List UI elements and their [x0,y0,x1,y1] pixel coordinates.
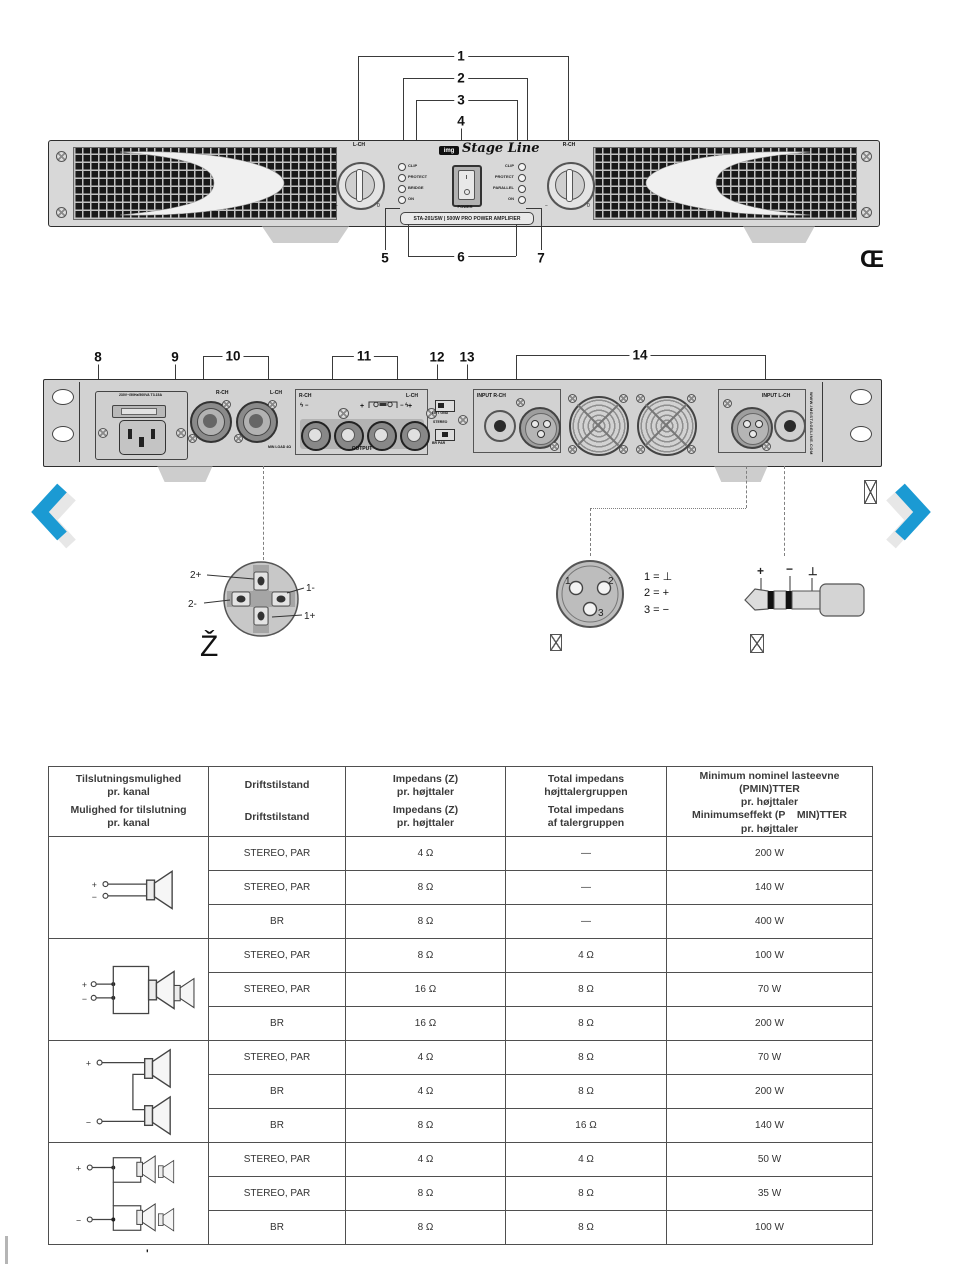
ce-mark: Œ [860,246,884,273]
clip-led-label: CLIP [504,163,514,168]
grille-swoosh [594,148,856,219]
model-label: STA-201/SW | 500W PRO POWER AMPLIFIER [400,212,534,225]
screw-icon [188,434,197,443]
table-cell: 8 Ω [505,1074,666,1108]
bridge-led-label: BRIDGE [408,185,424,190]
header-text: Total impedans af talergruppen [547,804,625,830]
jack-minus-label: − [786,562,794,576]
amp-foot [155,466,215,482]
table-cell: 70 W [666,1040,872,1074]
clip-led [398,163,406,171]
callout-line [526,208,541,209]
mains-rating-label: 230V~/50Hz/500VA T3.15A [118,393,163,397]
page-edge-artifact [5,1236,8,1264]
speakon-r-label: R-CH [216,390,229,396]
callout-5: 5 [378,251,392,266]
speakon-2minus-label: 2- [188,599,197,610]
mode-switch[interactable] [435,429,455,441]
output-plus-right: + [408,403,413,410]
col-header-mode [208,767,345,836]
table-cell: 4 Ω [345,1074,505,1108]
screw-icon [56,151,67,162]
screw-icon [619,445,628,454]
table-cell: 200 W [666,1074,872,1108]
callout-line [408,224,409,256]
screw-icon [516,398,525,407]
table-cell: 8 Ω [345,870,505,904]
parallel-led-label: PARALLEL [492,185,514,190]
minus-terminal: − [81,993,88,1004]
table-cell: 16 Ω [345,972,505,1006]
clip-led [518,163,526,171]
missing-glyph-box [864,480,877,504]
callout-8: 8 [91,350,105,365]
speakon-1plus-label: 1+ [304,611,316,622]
right-vent-grille [593,147,857,220]
callout-10: 10 [222,349,243,364]
diagram-one-speaker [49,836,208,938]
col-header-total-impedance [505,767,666,836]
jack-plus-label: + [757,564,765,578]
table-cell: 8 Ω [345,904,505,938]
protect-led-label: PROTECT [408,174,428,179]
table-cell: 8 Ω [345,1210,505,1244]
next-page-button[interactable] [884,474,940,556]
table-cell: 8 Ω [345,1176,505,1210]
binding-post[interactable] [301,421,331,451]
xlr-legend-3: 3 = − [644,604,670,616]
table-cell: 4 Ω [345,836,505,870]
screw-icon [176,428,186,438]
binding-post[interactable] [400,421,430,451]
table-cell: BR [208,1210,345,1244]
knob-max-mark: 0 [587,203,590,209]
screw-icon [636,394,645,403]
callout-9: 9 [168,350,182,365]
leader-line [746,466,747,508]
table-cell: 8 Ω [505,972,666,1006]
on-led [518,196,526,204]
knob-min-mark: − [335,203,338,209]
screw-icon [56,207,67,218]
lift-gnd-label: LIFT GND [432,411,449,415]
panel-edge [79,382,80,462]
xlr-legend-2: 2 = + [644,587,670,599]
protect-led-label: PROTECT [494,174,514,179]
table-cell: — [505,836,666,870]
xlr-pin2-label: 2 [608,576,614,587]
table-cell: 8 Ω [345,938,505,972]
panel-edge [822,382,823,462]
table-cell: 16 Ω [505,1108,666,1142]
table-cell: STEREO, PAR [208,870,345,904]
jack-ground-label: ⊥ [808,566,818,578]
callout-12: 12 [426,350,447,365]
min-load-label: MIN LOAD 4Ω [268,445,292,449]
output-l-label: L-CH [406,393,418,399]
input-r-label: INPUT R-CH [477,393,506,399]
screw-icon [222,400,231,409]
screw-icon [234,434,243,443]
protect-led [398,174,406,182]
rack-hole [850,426,872,442]
table-cell: 8 Ω [505,1176,666,1210]
screw-icon [268,400,277,409]
on-led [398,196,406,204]
callout-3: 3 [454,93,468,108]
table-cell: 35 W [666,1176,872,1210]
screw-icon [338,408,349,419]
header-text: Tilslutningsmulighed pr. kanal [75,772,182,798]
header-text: Mulighed for tilslutning pr. kanal [70,804,187,830]
header-text: Minimumseffekt (P MIN)TTER pr. højttaler [692,809,847,835]
screw-icon [861,207,872,218]
table-cell: — [505,904,666,938]
callout-1: 1 [454,49,468,64]
table-cell: 140 W [666,1108,872,1142]
l-ch-label: L-CH [353,142,365,148]
prev-page-button[interactable] [22,474,78,556]
amp-foot [712,466,770,482]
screw-icon [861,151,872,162]
xlr-pin1-label: 1 [565,576,571,587]
header-text: Driftstilstand [244,779,310,792]
callout-line [385,208,386,250]
table-cell: STEREO, PAR [208,836,345,870]
missing-glyph-box [750,634,764,653]
power-switch[interactable] [452,165,482,207]
screw-icon [458,415,468,425]
callout-11: 11 [354,349,374,364]
screw-icon [687,394,696,403]
output-label: OUTPUT [351,446,373,452]
table-cell: 4 Ω [345,1142,505,1176]
amp-foot [740,226,818,243]
header-text: Minimum nominel lasteevne (PMIN)TTER pr. højttaler [699,770,840,809]
table-cell: 8 Ω [345,1108,505,1142]
left-vent-grille [73,147,337,220]
table-cell: 8 Ω [505,1040,666,1074]
header-text: Impedans (Z) pr. højttaler [392,772,459,798]
callout-line [568,56,569,144]
clip-led-label: CLIP [408,163,418,168]
diagram-four-speakers [49,1142,208,1244]
table-cell: STEREO, PAR [208,1176,345,1210]
minus-terminal: − [76,1214,82,1225]
speakon-marker: Ž [200,630,219,663]
knob-max-mark: 0 [377,203,380,209]
diagram-two-speakers-parallel [49,938,208,1040]
input-l-label: INPUT L-CH [762,393,791,399]
speakon-1minus-label: 1- [306,583,315,594]
rack-hole [850,389,872,405]
speakon-l-label: L-CH [270,390,282,396]
diagram-two-speakers-series [49,1040,208,1142]
plus-terminal: + [76,1162,82,1173]
on-led-label: ON [508,196,514,201]
power-on-mark: I [465,175,468,181]
table-cell: 8 Ω [505,1210,666,1244]
table-cell: 16 Ω [345,1006,505,1040]
screw-icon [98,428,108,438]
power-label: POWER [457,204,473,209]
front-panel [48,140,880,227]
table-cell: 400 W [666,904,872,938]
screw-icon [762,442,771,451]
table-cell: STEREO, PAR [208,1142,345,1176]
output-posts-section [295,389,428,455]
table-cell: 4 Ω [505,1142,666,1176]
table-cell: BR [208,1074,345,1108]
knob-min-mark: − [545,203,548,209]
speakon-2plus-label: 2+ [190,570,202,581]
callout-line [516,224,517,256]
col-header-impedance [345,767,505,836]
parallel-led [518,185,526,193]
mains-module [95,391,188,460]
table-cell: 200 W [666,1006,872,1040]
rack-hole [52,426,74,442]
leader-line [590,508,591,556]
power-off-mark [464,189,470,195]
leader-line [784,466,785,556]
screw-icon [723,399,732,408]
minus-terminal: − [85,1116,92,1127]
callout-7: 7 [534,251,548,266]
header-text: Total impedans højttalergruppen [544,772,628,798]
table-cell: — [505,870,666,904]
stereo-label: STEREO [433,420,448,424]
screw-icon [636,445,645,454]
table-cell: STEREO, PAR [208,972,345,1006]
table-cell: 100 W [666,938,872,972]
minus-terminal: − [91,891,97,902]
speaker-configuration-table [48,766,873,1245]
amp-foot [258,226,353,243]
table-cell: STEREO, PAR [208,938,345,972]
output-plus-left: + [360,403,365,410]
table-cell: BR [208,1006,345,1040]
table-cell: 100 W [666,1210,872,1244]
output-minus-left: ϟ − [300,403,309,409]
website-label: WWW.IMGSTAGELINE.COM [809,392,814,455]
jack-input-l[interactable] [774,410,806,442]
callout-13: 13 [456,350,477,365]
input-r-section [473,389,561,453]
screw-icon [568,394,577,403]
missing-glyph-box [550,634,562,651]
bridge-mode-mark [368,400,398,409]
xlr-legend-1: 1 = ⊥ [644,571,673,583]
mains-socket[interactable] [119,420,166,455]
stage-line-logo: Stage Line [462,141,540,156]
r-ch-label: R-CH [562,142,576,148]
screw-icon [568,445,577,454]
leader-line [590,508,746,509]
callout-line [385,208,400,209]
plus-terminal: + [81,979,88,990]
on-led-label: ON [408,196,414,201]
table-cell: 70 W [666,972,872,1006]
screw-icon [619,394,628,403]
col-header-connection [49,767,208,836]
header-text: Impedans (Z) pr. højttaler [392,804,459,830]
jack-pinout-diagram [740,560,870,630]
callout-4: 4 [454,114,468,129]
callout-2: 2 [454,71,468,86]
screw-icon [687,445,696,454]
plus-terminal: + [91,879,97,890]
table-cell: 50 W [666,1142,872,1176]
col-header-min-power [666,767,872,836]
plus-terminal: + [85,1058,92,1069]
rack-hole [52,389,74,405]
callout-line [541,208,542,250]
table-cell: BR [208,1108,345,1142]
img-brand-badge: img [439,146,459,155]
callout-14: 14 [629,348,650,363]
table-cell: 4 Ω [345,1040,505,1074]
br-par-label: BR PAR [432,441,446,445]
table-cell: 140 W [666,870,872,904]
fuse-holder[interactable] [112,405,166,418]
callout-6: 6 [454,250,468,265]
table-cell: BR [208,904,345,938]
input-l-section [718,389,806,453]
page-mark-artifact: ' [146,1248,149,1260]
table-cell: 4 Ω [505,938,666,972]
table-cell: 8 Ω [505,1006,666,1040]
output-r-label: R-CH [299,393,312,399]
bridge-led [398,185,406,193]
protect-led [518,174,526,182]
output-minus-right: − ϟ [400,403,409,409]
jack-input-r[interactable] [484,410,516,442]
table-cell: STEREO, PAR [208,1040,345,1074]
table-cell: 200 W [666,836,872,870]
header-text: Driftstilstand [244,810,310,823]
rear-panel [43,379,882,467]
grille-swoosh [74,148,336,219]
callout-line [358,56,359,144]
screw-icon [550,442,559,451]
xlr-pin3-label: 3 [598,608,604,619]
